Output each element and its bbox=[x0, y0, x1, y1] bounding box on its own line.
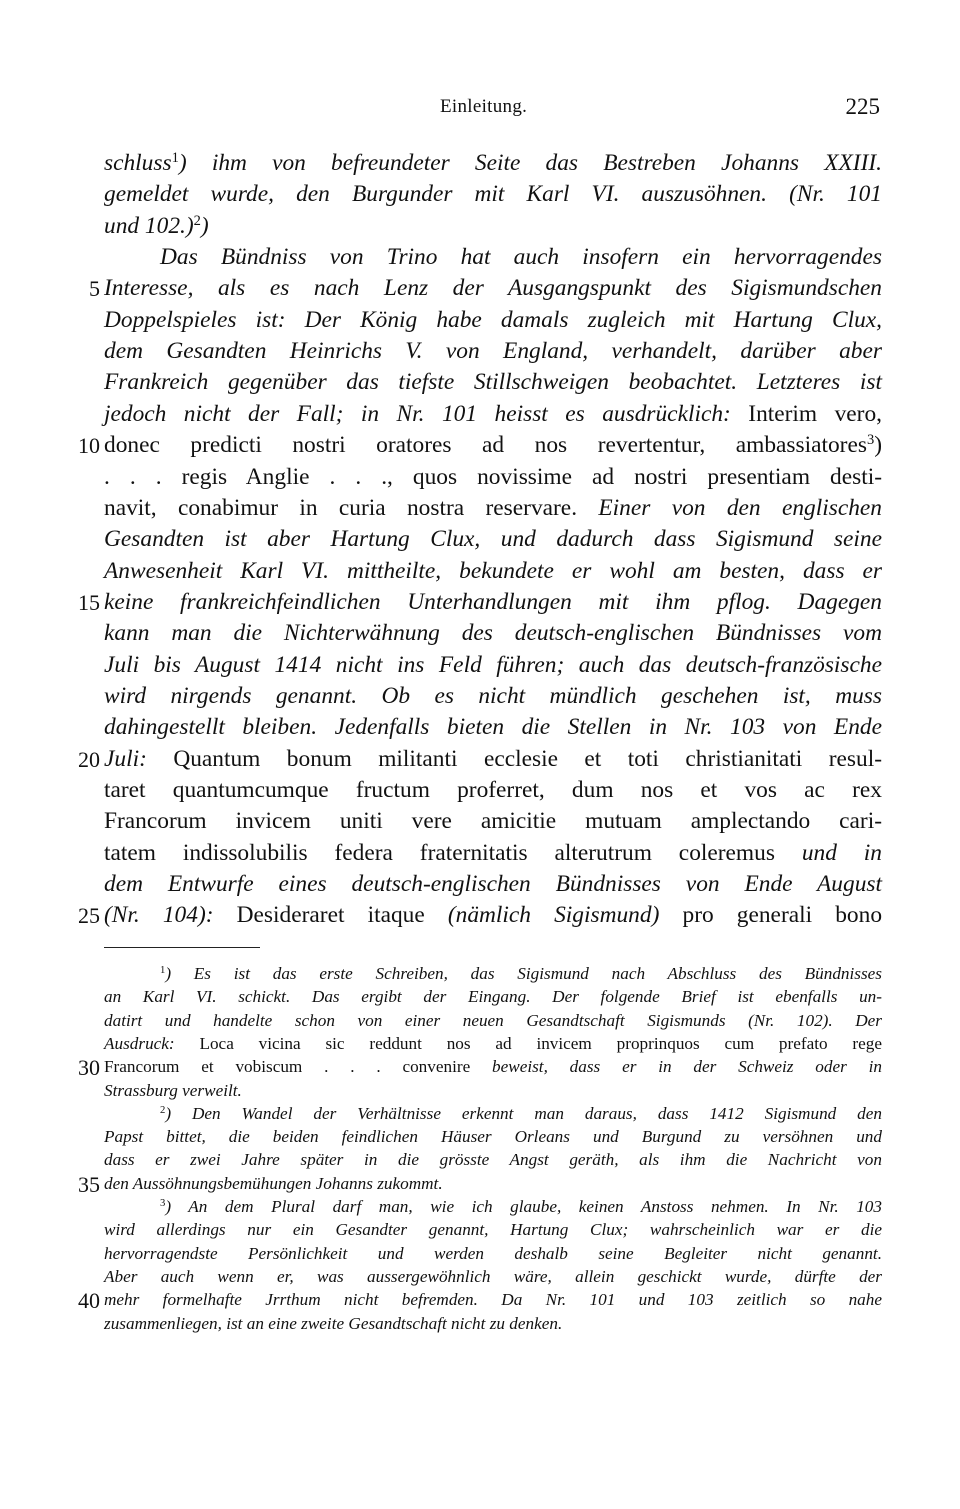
footnote-line bbox=[104, 1312, 882, 1336]
line-number: 30 bbox=[78, 1055, 100, 1081]
line-number: 20 bbox=[78, 746, 100, 772]
text-segment: Gesandten ist aber Hartung Clux, und dadurch dass Sigismund seine bbox=[104, 526, 882, 553]
line-number: 5 bbox=[89, 276, 100, 302]
page-number: 225 bbox=[845, 94, 880, 119]
footnote-marker: 3 bbox=[866, 432, 875, 449]
text-segment: und 102.) bbox=[104, 212, 194, 239]
body-line bbox=[104, 900, 882, 931]
body-line bbox=[104, 618, 882, 649]
footnote-line bbox=[160, 962, 882, 986]
body-line bbox=[104, 399, 882, 430]
text-segment: Papst bittet, die beiden feindlichen Häuser Orleans und Burgund zu versöhnen und bbox=[104, 1127, 882, 1147]
footnote-marker: 3 bbox=[160, 1198, 166, 1210]
body-line bbox=[104, 556, 882, 587]
body-line bbox=[104, 524, 882, 555]
footnote-marker: 2 bbox=[160, 1104, 166, 1116]
footnote-marker: 1 bbox=[171, 150, 179, 167]
text-segment: Interim vero, bbox=[748, 400, 882, 427]
text-segment: ) bbox=[200, 212, 209, 239]
footnote-line bbox=[104, 1032, 882, 1056]
text-segment: Ausdruck: bbox=[104, 1033, 200, 1053]
body-line bbox=[104, 587, 882, 618]
text-segment: dem Gesandten Heinrichs V. von England, verhandelt, darüber aber bbox=[104, 338, 882, 365]
body-line bbox=[104, 367, 882, 398]
body-line bbox=[104, 430, 882, 461]
text-segment: navit, conabimur in curia nostra reservare. bbox=[104, 494, 599, 521]
running-title: Einleitung. bbox=[440, 96, 528, 117]
text-segment: zusammenliegen, ist an eine zweite Gesandtschaft nicht zu denken. bbox=[104, 1313, 563, 1333]
body-line bbox=[160, 242, 882, 273]
text-segment: . . . regis Anglie . . ., quos novissime ad nostri presentiam desti- bbox=[104, 463, 882, 490]
text-segment: Strassburg verweilt. bbox=[104, 1080, 242, 1100]
text-segment: Loca vicina sic reddunt nos ad invicem proprinquos cum prefato rege bbox=[199, 1033, 882, 1053]
footnote-line bbox=[104, 1288, 882, 1312]
text-segment: jedoch nicht der Fall; in Nr. 101 heisst es ausdrücklich: bbox=[104, 400, 749, 427]
body-line bbox=[104, 775, 882, 806]
line-number: 35 bbox=[78, 1171, 100, 1197]
footnote-marker: 1 bbox=[160, 965, 166, 977]
text-segment: hervorragendste Persönlichkeit und werden deshalb seine Begleiter nicht genannt. bbox=[104, 1243, 882, 1263]
text-segment: Doppelspieles ist: Der König habe damals zugleich mit Hartung Clux, bbox=[104, 306, 882, 333]
footnote-marker: 2 bbox=[193, 212, 201, 229]
body-line bbox=[104, 806, 882, 837]
body-line bbox=[104, 493, 882, 524]
text-segment: keine frankreichfeindlichen Unterhandlungen mit ihm pflog. Dagegen bbox=[104, 588, 882, 615]
text-segment: wird allerdings nur ein Gesandter genannt, Hartung Clux; wahrscheinlich war er die bbox=[104, 1220, 882, 1240]
text-segment: taret quantumcumque fructum proferret, dum nos et vos ac rex bbox=[104, 777, 882, 803]
text-segment: Juli: bbox=[104, 745, 174, 772]
line-number: 15 bbox=[78, 589, 100, 615]
text-segment: gemeldet wurde, den Burgunder mit Karl VI. auszusöhnen. (Nr. 101 bbox=[104, 181, 882, 208]
body-line bbox=[104, 273, 882, 304]
text-segment: donec predicti nostri oratores ad nos revertentur, ambassiatores bbox=[104, 432, 867, 459]
line-number: 10 bbox=[78, 433, 100, 459]
body-line bbox=[104, 462, 882, 493]
text-segment: Quantum bonum militanti ecclesie et toti christianitati resul- bbox=[173, 745, 882, 772]
body-line bbox=[104, 744, 882, 775]
text-segment: Das Bündniss von Trino hat auch insofern ein hervorragendes bbox=[160, 244, 882, 271]
text-segment: (Nr. 104): bbox=[104, 902, 237, 929]
text-segment: Francorum invicem uniti vere amicitie mutuam amplectando cari- bbox=[104, 808, 882, 835]
text-segment: den Aussöhnungsbemühungen Johanns zukommt. bbox=[104, 1173, 443, 1193]
text-segment: beweist, dass er in der Schweiz oder in bbox=[492, 1057, 882, 1077]
text-segment: tatem indissolubilis federa fraternitatis alterutrum coleremus bbox=[104, 839, 802, 866]
text-segment: datirt und handelte schon von einer neuen Gesandtschaft Sigismunds (Nr. 102). Der bbox=[104, 1010, 882, 1030]
text-segment: wird nirgends genannt. Ob es nicht mündlich geschehen ist, muss bbox=[104, 682, 882, 709]
footnote-line bbox=[104, 1009, 882, 1033]
footnote-line bbox=[104, 1172, 882, 1196]
footnote-line bbox=[104, 1055, 882, 1079]
text-segment: Einer von den englischen bbox=[598, 494, 882, 521]
footnote-line bbox=[104, 1125, 882, 1149]
text-segment: mehr formelhafte Jrrthum nicht befremden. Da Nr. 101 und 103 zeitlich so nahe bbox=[104, 1290, 882, 1310]
text-segment: (nämlich Sigismund) bbox=[447, 902, 660, 929]
text-segment: Frankreich gegenüber das tiefste Stillschweigen beobachtet. Letzteres ist bbox=[104, 369, 882, 396]
text-segment: Interesse, als es nach Lenz der Ausgangspunkt des Sigismundschen bbox=[104, 275, 882, 302]
body-line bbox=[104, 712, 882, 743]
text-segment: Aber auch wenn er, was aussergewöhnlich wäre, allein geschickt wurde, dürfte der bbox=[104, 1266, 882, 1286]
footnote-line bbox=[104, 985, 882, 1009]
body-line bbox=[104, 179, 882, 210]
text-segment: ) Den Wandel der Verhältnisse erkennt man daraus, dass 1412 Sigismund den bbox=[165, 1103, 882, 1123]
text-segment: dem Entwurfe eines deutsch-englischen Bündnisses von Ende August bbox=[104, 871, 882, 898]
body-line bbox=[104, 211, 882, 242]
text-segment: ) bbox=[874, 432, 882, 459]
text-segment: ) An dem Plural darf man, wie ich glaube, keinen Anstoss nehmen. In Nr. 103 bbox=[165, 1197, 882, 1216]
footnote-separator bbox=[104, 947, 260, 948]
text-segment: und in bbox=[801, 839, 882, 866]
line-number: 40 bbox=[78, 1288, 100, 1314]
text-segment: kann man die Nichterwähnung des deutsch-englischen Bündnisses vom bbox=[104, 620, 882, 647]
footnote-line bbox=[104, 1265, 882, 1289]
body-line bbox=[104, 305, 882, 336]
footnote-line bbox=[104, 1218, 882, 1242]
body-line bbox=[104, 650, 882, 681]
body-line bbox=[104, 336, 882, 367]
footnote-line bbox=[104, 1242, 882, 1266]
footnote-line bbox=[104, 1079, 882, 1103]
footnote-line bbox=[160, 1102, 882, 1126]
text-segment: schluss bbox=[104, 150, 172, 176]
text-segment: Anwesenheit Karl VI. mittheilte, bekundete er wohl am besten, dass er bbox=[104, 557, 882, 584]
text-segment: Desideraret itaque bbox=[236, 902, 448, 929]
text-segment: ) ihm von befreundeter Seite das Bestreben Johanns XXIII. bbox=[178, 150, 882, 176]
text-segment: dass er zwei Jahre später in die grösste Angst geräth, als ihm die Nachricht von bbox=[104, 1150, 882, 1170]
line-number: 25 bbox=[78, 903, 100, 929]
text-segment: Juli bis August 1414 nicht ins Feld führen; auch das deutsch-französische bbox=[104, 651, 882, 678]
body-line bbox=[104, 838, 882, 869]
text-segment: an Karl VI. schickt. Das ergibt der Eingang. Der folgende Brief ist ebenfalls un- bbox=[104, 987, 882, 1007]
text-segment: ) Es ist das erste Schreiben, das Sigismund nach Abschluss des Bündnisses bbox=[165, 964, 882, 983]
text-segment: dahingestellt bleiben. Jedenfalls bieten die Stellen in Nr. 103 von Ende bbox=[104, 714, 882, 741]
footnote-line bbox=[104, 1148, 882, 1172]
body-line bbox=[104, 148, 882, 179]
body-line bbox=[104, 869, 882, 900]
text-segment: pro generali bono bbox=[659, 902, 883, 929]
footnote-line bbox=[160, 1195, 882, 1219]
text-segment: Francorum et vobiscum . . . convenire bbox=[104, 1057, 493, 1077]
running-header bbox=[100, 96, 882, 130]
body-line bbox=[104, 681, 882, 712]
